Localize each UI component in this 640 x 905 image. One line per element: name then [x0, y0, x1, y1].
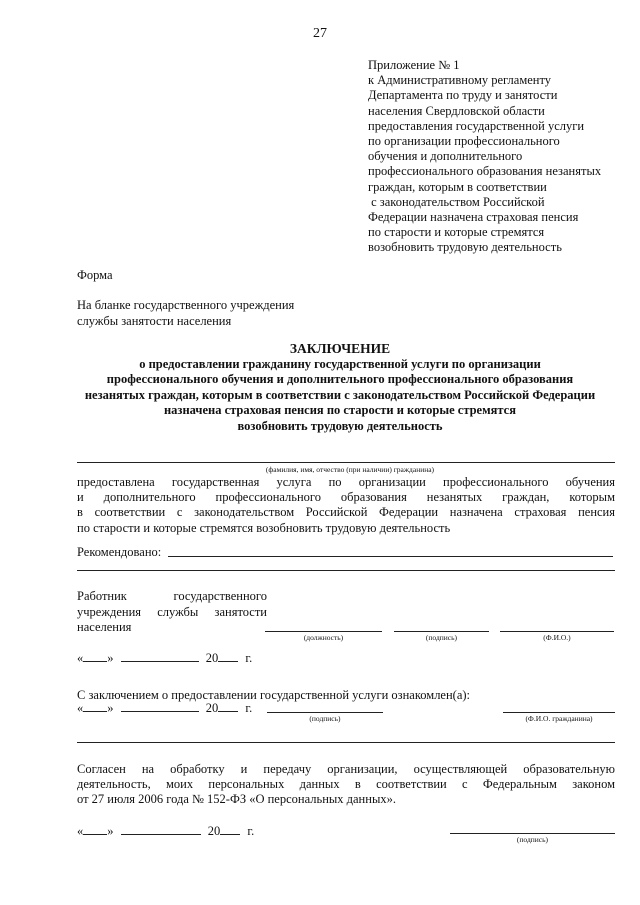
fio-field[interactable] [500, 631, 614, 632]
day-field[interactable] [83, 700, 107, 712]
month-field[interactable] [121, 823, 201, 835]
citizen-fio-field[interactable] [503, 712, 615, 713]
citizen-name-caption: (фамилия, имя, отчество (при наличии) гражданина) [265, 465, 435, 474]
service-paragraph [77, 475, 615, 536]
appendix-line: предоставления государственной услуги [368, 118, 585, 133]
appendix-line: Приложение № 1 [368, 58, 460, 72]
day-field[interactable] [83, 823, 107, 835]
open-quote: « [77, 701, 84, 715]
year-suffix: г. [245, 701, 253, 715]
appendix-line: Департамента по труду и занятости [368, 88, 558, 103]
citizen-signature-field[interactable] [267, 712, 383, 713]
year-prefix: 20 [205, 651, 219, 665]
form-label: Форма [77, 268, 113, 282]
position-caption: (должность) [303, 633, 344, 642]
paragraph-line: предоставлена государственная услуга по организации профессионального обучения [77, 475, 615, 489]
recommended-field[interactable] [168, 556, 613, 557]
appendix-line: обучения и дополнительного [368, 149, 523, 164]
fio-caption: (Ф.И.О.) [543, 633, 571, 642]
month-field[interactable] [121, 650, 199, 662]
citizen-fio-caption: (Ф.И.О. гражданина) [525, 714, 593, 723]
day-field[interactable] [83, 650, 107, 662]
appendix-line: по организации профессионального [368, 134, 560, 149]
appendix-header [368, 58, 618, 256]
appendix-line: по старости и которые стремятся [368, 225, 545, 240]
date-row-consent [77, 823, 254, 839]
worker-line: населения [77, 620, 132, 635]
year-prefix: 20 [207, 824, 221, 838]
signature-caption: (подпись) [425, 633, 458, 642]
document-title [60, 341, 620, 434]
paragraph-line: в соответствии с законодательством Российской Федерации назначена страховая пенсия [77, 505, 615, 520]
year-field[interactable] [220, 823, 240, 835]
letterhead-line: службы занятости населения [77, 313, 232, 328]
letterhead-note [77, 298, 294, 329]
citizen-name-field[interactable] [77, 462, 615, 463]
date-row-worker [77, 650, 252, 666]
paragraph-line: и дополнительного профессионального образования незанятых граждан, которым [77, 490, 615, 505]
title-line: о предоставлении гражданину государственной услуги по организации [139, 356, 541, 371]
paragraph-line: по старости и которые стремятся возобновить трудовую деятельность [77, 520, 451, 535]
year-suffix: г. [245, 651, 253, 665]
appendix-line: Федерации назначена страховая пенсия [368, 210, 579, 225]
appendix-line: населения Свердловской области [368, 103, 545, 118]
appendix-line: к Административному регламенту [368, 73, 552, 88]
worker-label [77, 589, 267, 636]
separator-line [77, 742, 615, 743]
month-field[interactable] [121, 700, 199, 712]
date-row-citizen [77, 700, 252, 716]
recommended-field-2[interactable] [77, 570, 615, 571]
year-suffix: г. [247, 824, 255, 838]
appendix-line: профессионального образования незанятых [368, 164, 602, 179]
year-field[interactable] [218, 700, 238, 712]
close-quote: » [107, 651, 114, 665]
worker-line: учреждения службы занятости [77, 604, 267, 619]
title-line: профессионального обучения и дополнительного профессионального образования [106, 372, 574, 386]
citizen-signature-caption: (подпись) [309, 714, 341, 723]
close-quote: » [107, 824, 114, 838]
signature-field[interactable] [394, 631, 489, 632]
title-line: возобновить трудовую деятельность [237, 418, 443, 433]
year-field[interactable] [218, 650, 238, 662]
acknowledgement-text: С заключением о предоставлении государственной услуги ознакомлен(а): [77, 688, 471, 702]
title-heading: ЗАКЛЮЧЕНИЕ [289, 341, 391, 356]
appendix-line: с законодательством Российской [368, 194, 545, 209]
consent-signature-caption: (подпись) [516, 835, 549, 844]
worker-line: Работник государственного [77, 589, 267, 603]
consent-signature-field[interactable] [450, 833, 615, 834]
year-prefix: 20 [205, 701, 219, 715]
recommended-label: Рекомендовано: [77, 545, 162, 559]
open-quote: « [77, 824, 84, 838]
consent-line: деятельность, моих персональных данных в соответствии с Федеральным законом [77, 777, 615, 792]
consent-line: Согласен на обработку и передачу организации, осуществляющей образовательную [77, 762, 615, 776]
consent-paragraph [77, 762, 615, 808]
close-quote: » [107, 701, 114, 715]
consent-line: от 27 июля 2006 года № 152-ФЗ «О персональных данных». [77, 792, 396, 807]
title-line: незанятых граждан, которым в соответствии с законодательством Российской Федерации [84, 387, 596, 402]
appendix-line: граждан, которым в соответствии [368, 179, 547, 194]
position-field[interactable] [265, 631, 382, 632]
letterhead-line: На бланке государственного учреждения [77, 298, 295, 312]
title-line: назначена страховая пенсия по старости и которые стремятся [163, 403, 516, 417]
appendix-line: возобновить трудовую деятельность [368, 240, 562, 255]
open-quote: « [77, 651, 84, 665]
page-number: 27 [313, 26, 327, 41]
